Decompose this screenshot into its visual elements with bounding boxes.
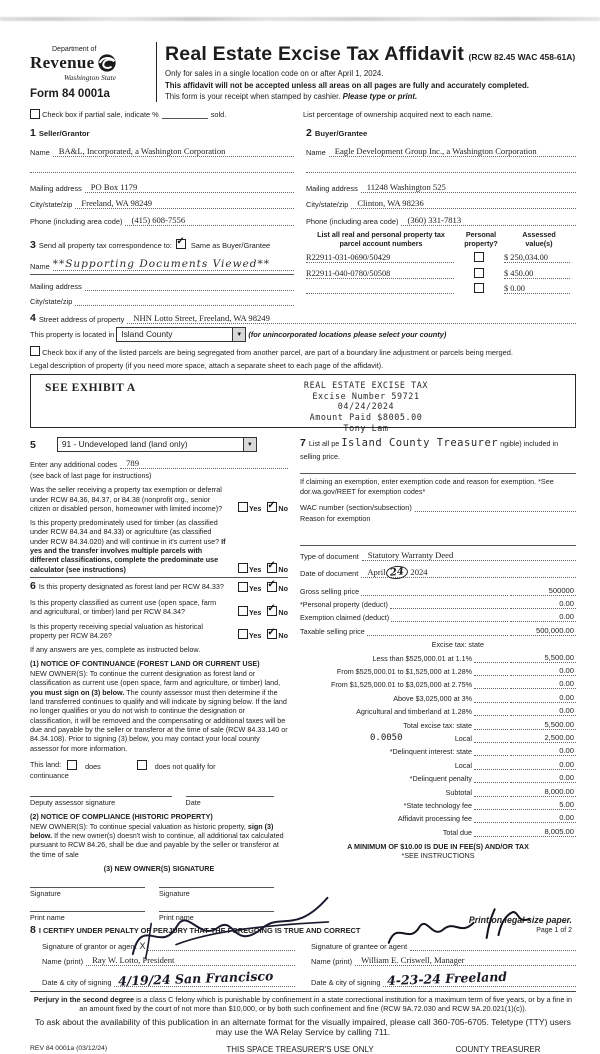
sold-label: sold. <box>210 109 227 119</box>
exhibit-text: SEE EXHIBIT A <box>45 382 136 395</box>
notice3-title: (3) NEW OWNER(S) SIGNATURE <box>103 864 215 873</box>
personal-property-checkbox-2[interactable] <box>474 268 484 278</box>
grantor-handwritten-date: 4/19/24 San Francisco <box>118 967 274 989</box>
personal-property-checkbox-1[interactable] <box>474 252 484 262</box>
grantee-date-field[interactable] <box>383 968 576 988</box>
notice2-body: NEW OWNER(S): To continue special valuation as historic property, sign (3) below. If the new owner(s) doesn't wish to continue, all additional tax calculated pursuant to RCW 84.26, shall be due and payable by the seller or transferor at the time of sale <box>30 821 284 859</box>
tax-line: Total due 8,005.00 <box>442 826 574 837</box>
correspondence-mailing-line: Mailing address <box>30 281 294 291</box>
section3-divider <box>30 274 294 275</box>
notice1-title: (1) NOTICE OF CONTINUANCE (FOREST LAND OR CURRENT USE) <box>30 659 260 669</box>
dept-of-label: Department of <box>52 46 97 53</box>
section5-6-divider <box>30 577 288 578</box>
date-of-document-line: Date of document April 24 2024 <box>300 566 576 578</box>
partial-sale-checkbox[interactable] <box>30 109 40 119</box>
correspondence-mailing-field[interactable] <box>85 281 294 291</box>
form-header <box>30 42 576 102</box>
tax-line: Above $3,025,000 at 3% 0.00 <box>393 692 574 703</box>
section7-divider <box>300 545 576 546</box>
county-dropdown-value: Island County <box>121 329 173 340</box>
header-note-3: This form is your receipt when stamped by cashier. Please type or print. <box>165 92 418 102</box>
buyer-name2-line <box>306 163 576 173</box>
does-qualify-checkbox[interactable] <box>67 760 77 770</box>
continuance-label: continuance <box>30 770 69 780</box>
section-2-heading: 2 Buyer/Grantee <box>306 126 368 139</box>
chevron-down-icon[interactable] <box>232 328 245 341</box>
grantor-name-line: Name (print) Ray W. Lotto, President <box>30 955 295 966</box>
form-number: Form 84 0001a <box>30 88 110 100</box>
correspondence-city-line: City/state/zip <box>30 296 294 306</box>
page-indicator: Page 1 of 2 <box>536 927 572 934</box>
rev-number: REV 84 0001a (03/12/24) <box>30 1044 108 1052</box>
forest-land-question: 6 Is this property designated as forest land per RCW 84.33? Yes ✓ No <box>30 582 288 593</box>
land-use-dropdown-value: 91 - Undeveloped land (land only) <box>61 439 188 450</box>
tax-computation <box>300 582 576 836</box>
tax-line: Taxable selling price 500,000.00 <box>300 625 574 636</box>
legal-description-label: Legal description of property (if you need more space, attach a separate sheet to each page of the affidavit). <box>30 361 384 371</box>
minimum-due-note: A MINIMUM OF $10.00 IS DUE IN FEE(S) AND/OR TAX <box>347 841 529 851</box>
buyer-name2-field[interactable] <box>306 163 576 173</box>
buyer-mailing-line: Mailing address 11248 Washington 525 <box>306 182 576 193</box>
affidavit-page <box>30 42 576 1054</box>
tax-line: From $525,000.01 to $1,525,000 at 1.28% 0.00 <box>336 666 574 677</box>
seller-name-line: Name BA&L, Incorporated, a Washington Corporation <box>30 146 294 157</box>
tax-line: Local 0.00 <box>454 759 574 770</box>
seller-city-field[interactable]: Freeland, WA 98249 <box>75 198 294 209</box>
rcw-reference: (RCW 82.45 WAC 458-61A) <box>468 52 576 62</box>
new-owner-printname-line-1[interactable]: Print name <box>30 911 145 922</box>
seller-name2-field[interactable] <box>30 163 294 173</box>
grantee-signature-field[interactable] <box>410 941 576 951</box>
perjury-statement: Perjury in the second degree is a class C felony which is punishable by confinement in a state correctional institution for a maximum term of five years, or by a fine in an amount fixed by the court of not more than $10,000, or by both such confinement and fine (RCW 9A.72.030 and RCW 9A.20.021(1)(c)). <box>33 994 573 1013</box>
section-3-heading: 3 Send all property tax correspondence to: ✓ Same as Buyer/Grantee <box>30 235 294 253</box>
seller-name2-line <box>30 163 294 173</box>
new-owner-signature-line-2[interactable]: Signature <box>159 887 274 898</box>
alternate-format-note: To ask about the availability of this publication in an alternate format for the visually impaired, please call 360-705-6705. Teletype (TTY) users may use the WA Relay Service by calling 711. <box>35 1016 571 1037</box>
type-of-document-field[interactable]: Statutory Warranty Deed <box>362 550 576 561</box>
section-7-row: 7 List all pe Island County Treasurer ngible) included in selling price. <box>300 437 559 462</box>
street-address-field[interactable]: NHN Lotto Street, Freeland, WA 98249 <box>127 313 576 324</box>
grantee-handwritten-date: 4-23-24 Freeland <box>387 968 508 988</box>
grantee-signature-line: Signature of grantee or agent <box>311 941 576 951</box>
treasurer-space-label: THIS SPACE TREASURER'S USE ONLY <box>226 1044 374 1054</box>
tax-line: Less than $525,000.01 at 1.1% 5,500.00 <box>372 652 574 663</box>
exemption-deferral-question: Was the seller receiving a property tax exemption or deferral under RCW 84.36, 84.37, or 84.38 (nonprofit org., senior citizen or disabled person, homeowner with limited income)? Yes ✓ No <box>30 485 288 513</box>
parcel-col-header: List all real and personal property tax parcel account numbers <box>317 229 445 248</box>
tax-line: From $1,525,000.01 to $3,025,000 at 2.75% 0.00 <box>330 679 574 690</box>
exemption-code-note: If claiming an exemption, enter exemption code and reason for exemption. *See dor.wa.gov/REET for exemption codes* <box>300 473 576 496</box>
tax-line: *Delinquent interest: state 0.00 <box>389 746 574 757</box>
washington-state-label: Washington State <box>64 73 117 82</box>
partial-sale-percent-field[interactable] <box>162 118 208 119</box>
forest-yes-checkbox[interactable] <box>238 582 248 592</box>
current-use-no-checkbox[interactable] <box>267 606 277 616</box>
correspondence-name-field[interactable] <box>53 258 294 271</box>
grantee-date-line: Date & city of signing 4-23-24 Freeland <box>311 971 576 987</box>
seller-name-field[interactable]: BA&L, Incorporated, a Washington Corporation <box>53 146 294 157</box>
parcel-row: R22911-040-0780/50508 $ 450.00 <box>306 268 576 279</box>
legal-size-note: Print on legal size paper. <box>468 915 572 925</box>
certify-statement: 8 I CERTIFY UNDER PENALTY OF PERJURY THAT THE FOREGOING IS TRUE AND CORRECT <box>30 924 361 936</box>
excise-tax-stamp: REAL ESTATE EXCISE TAX Excise Number 59721 04/24/2024 Amount Paid $8005.00 Tony Lam <box>303 380 429 433</box>
buyer-phone-field[interactable]: (360) 331-7813 <box>401 215 576 226</box>
parcel-row: $ 0.00 <box>306 283 576 294</box>
deputy-date-line[interactable]: Date <box>186 796 274 807</box>
exemption-yes-checkbox[interactable] <box>238 502 248 512</box>
additional-codes-line: Enter any additional codes 789 <box>30 458 288 469</box>
county-note: (for unincorporated locations please select your county) <box>248 330 447 340</box>
seller-mailing-line: Mailing address PO Box 1179 <box>30 182 294 193</box>
grantor-date-line: Date & city of signing 4/19/24 San Francisco <box>30 971 295 987</box>
tax-line: Affidavit processing fee 0.00 <box>397 813 574 824</box>
new-owner-printname-line-2[interactable]: Print name <box>159 911 274 922</box>
tax-line: Gross selling price 500000 <box>300 585 574 596</box>
header-note-1: Only for sales in a single location code on or after April 1, 2024. <box>165 69 384 78</box>
parcel-row: R22911-031-0690/50429 $ 250,034.00 <box>306 252 576 263</box>
see-instructions-note: *SEE INSTRUCTIONS <box>401 850 475 860</box>
notice1-body: NEW OWNER(S): To continue the current designation as forest land or classification as current use (open space, farm and agriculture, or timber) land, you must sign on (3) below. The county assessor must then determine if the land transferred continues to qualify and will indicate by signing below. If the land no longer qualifies or you do not wish to continue the designation or classification, it will be removed and the compensating or additional taxes will be due and payable by the seller or transferor at the time of sale (RCW 84.33.140 or 84.34.108). Prior to signing (3) below, you may contact your local county assessor for more information. <box>30 669 288 753</box>
notice2-title: (2) NOTICE OF COMPLIANCE (HISTORIC PROPERTY) <box>30 811 213 821</box>
county-treasurer-label: COUNTY TREASURER <box>455 1044 541 1054</box>
grantor-date-field[interactable] <box>114 967 295 989</box>
grantor-signature-line: Signature of grantor or agent X <box>30 941 295 951</box>
tax-line: Agricultural and timberland at 1.28% 0.00 <box>356 706 574 717</box>
new-owner-signature-line-1[interactable]: Signature <box>30 887 145 898</box>
form-title: Real Estate Excise Tax Affidavit <box>165 43 465 65</box>
same-as-buyer-checkbox[interactable] <box>176 239 186 249</box>
correspondence-city-field[interactable] <box>75 296 294 306</box>
exemption-no-checkbox[interactable] <box>267 502 277 512</box>
this-land-row: This land: does does not qualify for <box>30 759 216 771</box>
tax-line: *Personal property (deduct) 0.00 <box>300 599 574 610</box>
grantee-name-field[interactable]: William E. Criswell, Manager <box>355 955 576 966</box>
buyer-name-field[interactable]: Eagle Development Group Inc., a Washington Corporation <box>329 146 576 157</box>
county-dropdown[interactable] <box>116 327 246 342</box>
buyer-mailing-field[interactable]: 11248 Washington 525 <box>361 182 576 193</box>
timber-agriculture-question: Is this property predominately used for timber (as classified under RCW 84.34 and 84.33) or agriculture (as classified under RCW 84.34.020) and will continue in it's current use? If yes and the transfer involves multiple parcels with different classifications, complete the predominate use calculator (see instructions) Yes ✓ No <box>30 518 288 574</box>
correspondence-name-line: Name **Supporting Documents Viewed** <box>30 258 294 271</box>
personal-property-checkbox-3[interactable] <box>474 283 484 293</box>
segregated-row: Check box if any of the listed parcels are being segregated from another parcel, are part of a boundary line adjustment or parcels being merged. <box>30 346 576 357</box>
tax-line: *State technology fee 5.00 <box>403 799 574 810</box>
historical-yes-checkbox[interactable] <box>238 629 248 639</box>
agency-block <box>30 42 148 102</box>
seller-city-line: City/state/zip Freeland, WA 98249 <box>30 198 294 209</box>
reason-for-exemption-label: Reason for exemption <box>300 513 371 523</box>
buyer-city-field[interactable]: Clinton, WA 98236 <box>351 198 576 209</box>
legal-description-box <box>30 374 576 433</box>
supporting-documents-stamp: **Supporting Documents Viewed** <box>52 258 271 271</box>
tax-line: Subtotal 8,000.00 <box>445 786 574 797</box>
personal-property-col-header: Personal property? <box>464 229 498 248</box>
historical-no-checkbox[interactable] <box>267 629 277 639</box>
buyer-city-line: City/state/zip Clinton, WA 98236 <box>306 198 576 209</box>
timber-yes-checkbox[interactable] <box>238 563 248 573</box>
answers-yes-note: If any answers are yes, complete as instructed below. <box>30 645 201 655</box>
ownership-note: List percentage of ownership acquired next to each name. <box>303 109 493 119</box>
assessed-value-col-header: Assessed value(s) <box>522 229 556 248</box>
handwritten-day: 24 <box>386 565 409 580</box>
type-of-document-line: Type of document Statutory Warranty Deed <box>300 550 576 561</box>
partial-sale-row <box>30 109 303 119</box>
forest-no-checkbox[interactable] <box>267 582 277 592</box>
buyer-name-line: Name Eagle Development Group Inc., a Washington Corporation <box>306 146 576 157</box>
tax-line-local-rate: 0.0050 Local 2,500.00 <box>370 732 574 743</box>
tax-line: *Delinquent penalty 0.00 <box>409 773 574 784</box>
seller-mailing-field[interactable]: PO Box 1179 <box>85 182 294 193</box>
local-rate-stamp: 0.0050 <box>370 732 403 743</box>
county-row: This property is located in Island County ▼ (for unincorporated locations please select your county) <box>30 327 576 342</box>
header-divider <box>156 42 157 102</box>
date-of-document-field[interactable]: April 24 2024 <box>361 566 576 578</box>
historical-question: Is this property receiving special valuation as historical property per RCW 84.26? Yes ✓ No <box>30 622 288 641</box>
seller-phone-field[interactable]: (415) 608-7556 <box>125 215 294 226</box>
grantor-signature-field[interactable] <box>148 941 295 951</box>
excise-tax-state-header: Excise tax: state <box>431 640 484 650</box>
scan-artifact-line <box>0 17 600 21</box>
tax-line: Total excise tax: state 5,500.00 <box>403 719 574 730</box>
timber-no-checkbox[interactable] <box>267 563 277 573</box>
deputy-assessor-signature-line[interactable]: Deputy assessor signature <box>30 796 172 807</box>
grantor-name-field[interactable]: Ray W. Lotto, President <box>86 955 295 966</box>
additional-codes-field[interactable]: 789 <box>120 458 288 469</box>
revenue-wordmark: Revenue <box>30 53 95 72</box>
segregated-checkbox[interactable] <box>30 346 40 356</box>
grantee-name-line: Name (print) William E. Criswell, Manager <box>311 955 576 966</box>
header-note-2: This affidavit will not be accepted unless all areas on all pages are fully and accurately completed. <box>165 80 529 90</box>
codes-note: (see back of last page for instructions) <box>30 471 152 481</box>
footer-divider <box>30 991 576 992</box>
chevron-down-icon[interactable] <box>243 438 256 451</box>
seller-phone-line: Phone (including area code) (415) 608-7556 <box>30 215 294 226</box>
current-use-yes-checkbox[interactable] <box>238 606 248 616</box>
buyer-phone-line: Phone (including area code) (360) 331-7813 <box>306 215 576 226</box>
street-address-line: 4 Street address of property NHN Lotto Street, Freeland, WA 98249 <box>30 312 576 324</box>
island-county-treasurer-stamp: Island County Treasurer <box>341 437 499 450</box>
tax-line: Exemption claimed (deduct) 0.00 <box>300 612 574 623</box>
current-use-question: Is this property classified as current use (open space, farm and agricultural, or timber) land per RCW 84.34? Yes ✓ No <box>30 598 288 617</box>
partial-sale-label: Check box if partial sale, indicate % <box>42 109 159 119</box>
wac-number-line: WAC number (section/subsection) <box>300 502 576 512</box>
land-use-dropdown[interactable] <box>57 437 257 452</box>
print-instructions <box>469 915 572 934</box>
wac-number-field[interactable] <box>415 502 576 512</box>
parcel-table <box>306 230 576 295</box>
does-not-qualify-checkbox[interactable] <box>137 760 147 770</box>
section-5-row: 5 91 - Undeveloped land (land only) ▼ <box>30 437 288 452</box>
section-1-heading: 1 Seller/Grantor <box>30 126 90 139</box>
dor-swirl-logo-icon <box>96 53 118 73</box>
